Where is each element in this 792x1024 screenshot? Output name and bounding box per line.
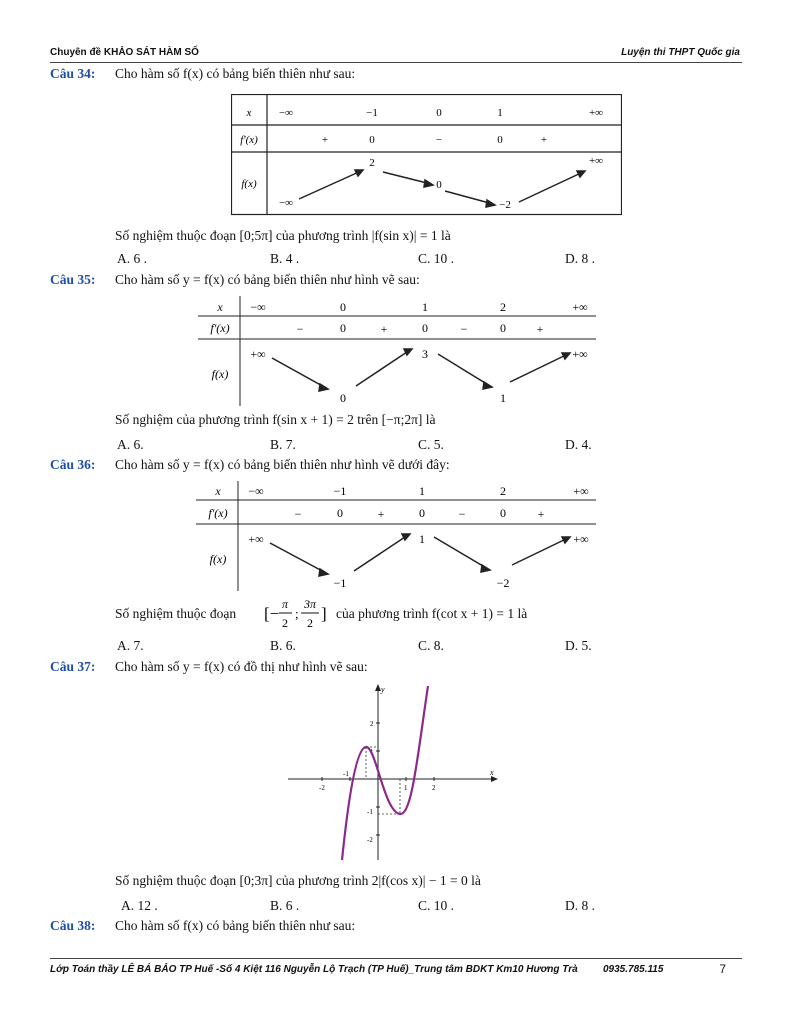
f-value: 1 <box>419 532 425 546</box>
f-value: −2 <box>499 199 511 211</box>
x-value: −1 <box>366 107 378 119</box>
arrow-head <box>424 180 433 187</box>
f-label: f(x) <box>241 178 257 190</box>
trend-arrow <box>445 191 493 204</box>
f-value: 3 <box>422 347 428 361</box>
x-value: +∞ <box>588 107 604 119</box>
footer <box>50 964 742 975</box>
question-number: Câu 38: <box>50 918 96 933</box>
answer-a[interactable]: A. 6. <box>117 437 144 452</box>
question-prompt: Số nghiệm của phương trình f(sin x + 1) = 2 trên [−π;2π] là <box>115 412 436 427</box>
fp-value: 0 <box>497 134 503 146</box>
x-axis-label: x <box>490 768 494 777</box>
trend-arrow <box>510 354 568 382</box>
question-stem: Cho hàm số y = f(x) có bảng biến thiên như hình vẽ dưới đây: <box>115 457 450 472</box>
footer-text: Lớp Toán thầy LÊ BÁ BẢO TP Huế -Số 4 Kiệt 116 Nguyễn Lộ Trạch (TP Huế)_Trung tâm BDKT Km10 Hương Trà <box>50 964 578 975</box>
f-value: +∞ <box>572 347 588 361</box>
x-value: 0 <box>340 300 346 314</box>
x-label: x <box>217 300 223 314</box>
arrow-head <box>319 384 328 391</box>
x-tick-label: -1 <box>343 770 349 778</box>
denominator: 2 <box>282 616 288 630</box>
fp-value: + <box>377 507 385 521</box>
x-value: 1 <box>422 300 428 314</box>
x-value: 1 <box>497 107 503 119</box>
question-number: Câu 35: <box>50 272 96 287</box>
trend-arrow <box>519 172 583 202</box>
f-value: −1 <box>333 576 347 590</box>
question-36 <box>50 457 450 473</box>
header-right: Luyện thi THPT Quốc gia <box>621 47 740 58</box>
fp-value: 0 <box>500 506 506 520</box>
x-value: +∞ <box>573 484 589 498</box>
fp-value: − <box>435 134 443 146</box>
variation-table-34 <box>231 94 622 216</box>
interval-fraction <box>262 592 330 634</box>
x-tick-label: 1 <box>404 784 408 792</box>
question-stem: Cho hàm số f(x) có bảng biến thiên như sau: <box>115 918 356 933</box>
header-left: Chuyên đề KHẢO SÁT HÀM SỐ <box>50 47 199 58</box>
trend-arrow <box>299 171 361 199</box>
y-tick-label: -2 <box>367 836 373 844</box>
fp-value: + <box>536 322 544 336</box>
interval-open: [− <box>264 604 280 623</box>
x-value: 2 <box>500 300 506 314</box>
x-value: −∞ <box>248 484 264 498</box>
arrow-head <box>486 200 495 207</box>
arrow-head <box>355 170 363 176</box>
question-prompt: Số nghiệm thuộc đoạn [0;5π] của phương trình |f(sin x)| = 1 là <box>115 228 451 243</box>
header-rule <box>50 62 742 63</box>
answer-c[interactable]: C. 8. <box>418 638 444 653</box>
question-number: Câu 34: <box>50 66 96 81</box>
answer-d[interactable]: D. 8 . <box>565 898 595 913</box>
fp-label: f'(x) <box>240 134 258 146</box>
f-value: −2 <box>496 576 510 590</box>
fp-value: − <box>294 507 302 521</box>
fp-value: − <box>296 322 304 336</box>
x-value: 2 <box>500 484 506 498</box>
f-value: 2 <box>369 157 375 169</box>
function-curve <box>342 686 428 860</box>
separator: ; <box>295 606 299 621</box>
answer-c[interactable]: C. 10 . <box>418 251 455 266</box>
x-value: −∞ <box>278 107 294 119</box>
trend-arrow <box>438 354 490 386</box>
arrow-head <box>483 382 492 389</box>
f-label: f(x) <box>211 367 229 381</box>
trend-arrow <box>270 543 326 573</box>
answer-b[interactable]: B. 7. <box>270 437 296 452</box>
trend-arrow <box>434 537 488 569</box>
f-label: f(x) <box>209 552 227 566</box>
question-34 <box>50 66 355 82</box>
y-tick-label: 1 <box>370 748 374 756</box>
answer-d[interactable]: D. 8 . <box>565 251 595 266</box>
question-stem: Cho hàm số f(x) có bảng biến thiên như sau: <box>115 66 356 81</box>
fp-value: − <box>460 322 468 336</box>
f-value: +∞ <box>250 347 266 361</box>
answer-d[interactable]: D. 4. <box>565 437 592 452</box>
answer-a[interactable]: A. 12 . <box>121 898 158 913</box>
trend-arrow <box>383 172 431 184</box>
fp-value: 0 <box>337 506 343 520</box>
fp-value: + <box>537 507 545 521</box>
footer-phone: 0935.785.115 <box>603 964 664 975</box>
fp-value: 0 <box>340 321 346 335</box>
x-value: +∞ <box>572 300 588 314</box>
arrow-head <box>319 569 328 576</box>
fp-value: + <box>380 322 388 336</box>
y-tick-label: 2 <box>370 720 374 728</box>
x-value: −1 <box>333 484 347 498</box>
question-38 <box>50 918 355 934</box>
trend-arrow <box>272 358 326 388</box>
trend-arrow <box>512 538 568 565</box>
question-number: Câu 37: <box>50 659 96 674</box>
fp-value: + <box>540 134 548 146</box>
answer-c[interactable]: C. 5. <box>418 437 444 452</box>
fp-label: f'(x) <box>210 321 230 335</box>
function-graph <box>286 682 502 862</box>
answer-b[interactable]: B. 6. <box>270 638 296 653</box>
trend-arrow <box>354 535 408 571</box>
question-35 <box>50 272 420 288</box>
x-tick-label: -2 <box>319 784 325 792</box>
trend-arrow <box>356 350 410 386</box>
question-prompt: Số nghiệm thuộc đoạn [0;3π] của phương trình 2|f(cos x)| − 1 = 0 là <box>115 873 481 888</box>
x-value: 0 <box>436 107 442 119</box>
fp-value: 0 <box>369 134 375 146</box>
denominator: 2 <box>307 616 313 630</box>
question-prompt-start: Số nghiệm thuộc đoạn <box>115 606 237 621</box>
f-value: 0 <box>436 179 442 191</box>
answer-a[interactable]: A. 6 . <box>117 251 147 266</box>
x-value: −∞ <box>250 300 266 314</box>
f-value: +∞ <box>248 532 264 546</box>
arrow-head <box>577 171 585 177</box>
f-value: +∞ <box>573 532 589 546</box>
question-number: Câu 36: <box>50 457 96 472</box>
answer-c[interactable]: C. 10 . <box>418 898 455 913</box>
y-tick-label: -1 <box>367 808 373 816</box>
question-stem: Cho hàm số y = f(x) có đồ thị như hình vẽ sau: <box>115 659 368 674</box>
x-tick-label: 2 <box>432 784 436 792</box>
answer-b[interactable]: B. 6 . <box>270 898 300 913</box>
numerator: π <box>281 597 289 611</box>
x-value: 1 <box>419 484 425 498</box>
y-axis-label: y <box>381 685 385 694</box>
f-value: +∞ <box>588 155 604 167</box>
answer-d[interactable]: D. 5. <box>565 638 592 653</box>
question-37 <box>50 659 368 675</box>
fp-label: f'(x) <box>208 506 228 520</box>
fp-value: − <box>458 507 466 521</box>
arrow-head <box>481 565 490 572</box>
variation-table-35 <box>198 296 598 408</box>
x-label: x <box>215 484 221 498</box>
arrow-head <box>562 353 570 359</box>
fp-value: 0 <box>422 321 428 335</box>
fp-value: + <box>321 134 329 146</box>
answer-a[interactable]: A. 7. <box>117 638 144 653</box>
fp-value: 0 <box>500 321 506 335</box>
numerator: 3π <box>303 597 317 611</box>
f-value: −∞ <box>278 197 294 209</box>
f-value: 0 <box>340 391 346 405</box>
question-stem: Cho hàm số y = f(x) có bảng biến thiên như hình vẽ sau: <box>115 272 420 287</box>
f-value: 1 <box>500 391 506 405</box>
variation-table-36 <box>196 481 598 593</box>
question-prompt-end: của phương trình f(cot x + 1) = 1 là <box>336 606 528 621</box>
fp-value: 0 <box>419 506 425 520</box>
page-number: 7 <box>719 962 726 976</box>
answer-b[interactable]: B. 4 . <box>270 251 300 266</box>
x-label: x <box>246 107 252 119</box>
interval-close: ] <box>321 604 327 623</box>
footer-rule <box>50 958 742 959</box>
arrow-head <box>562 537 570 543</box>
